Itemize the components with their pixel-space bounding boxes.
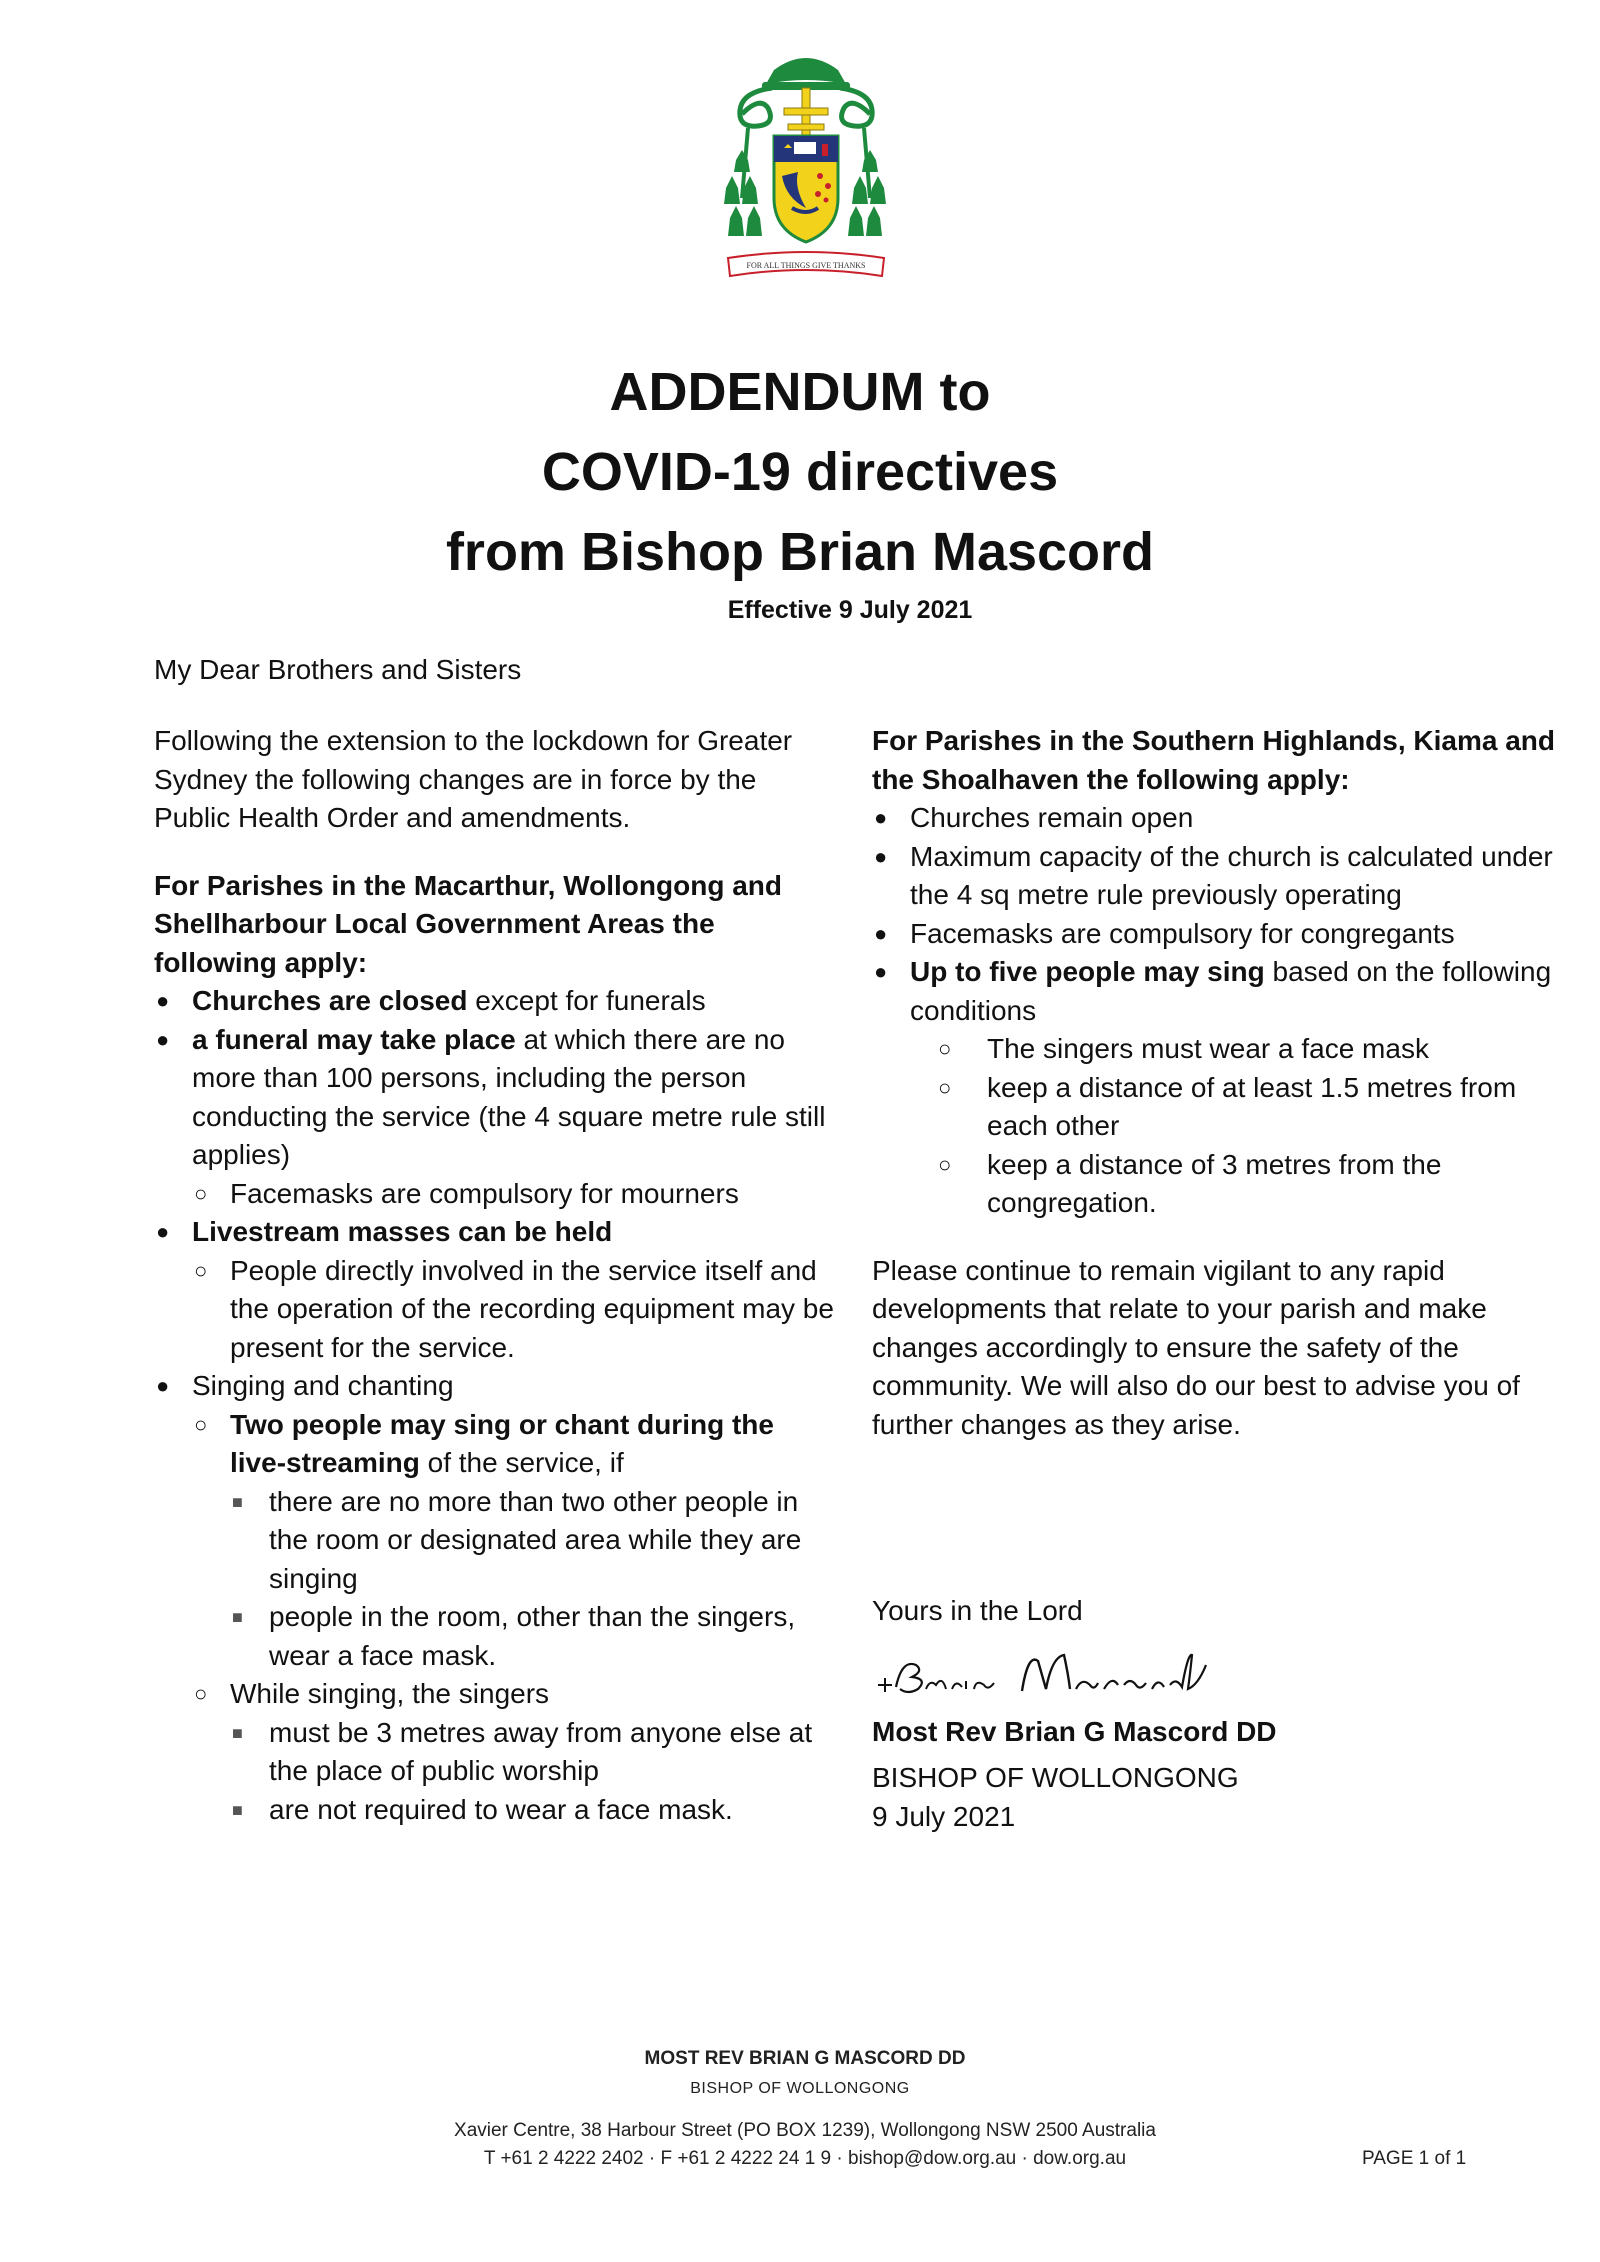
list-item: ● Singing and chanting: [154, 1367, 834, 1406]
hollow-circle-icon: ○: [938, 1036, 952, 1061]
list-item: ○ keep a distance of 3 metres from the congregation.: [872, 1146, 1572, 1223]
right-column: [872, 722, 1572, 1444]
list-item: ■ people in the room, other than the singers, wear a face mask.: [154, 1598, 834, 1675]
greeting: My Dear Brothers and Sisters: [154, 654, 522, 685]
list-item: ■ are not required to wear a face mask.: [154, 1791, 834, 1830]
right-section-heading: For Parishes in the Southern Highlands, Kiama and the Shoalhaven the following apply:: [872, 725, 1556, 795]
left-section-heading: For Parishes in the Macarthur, Wollongong and Shellharbour Local Government Areas the following apply:: [154, 869, 782, 978]
list-item: ○ The singers must wear a face mask: [872, 1030, 1572, 1069]
hollow-circle-icon: ○: [938, 1151, 952, 1177]
footer: [0, 2048, 1600, 2170]
title-line-1: ADDENDUM to: [609, 362, 991, 422]
signatory-name: Most Rev Brian G Mascord DD: [872, 1715, 1277, 1747]
title-line-2: COVID-19 directives: [541, 442, 1059, 502]
hollow-circle-icon: ○: [194, 1257, 208, 1283]
crest-motto: FOR ALL THINGS GIVE THANKS: [746, 261, 866, 270]
document-title: [0, 352, 1600, 592]
bullet-icon: ●: [156, 1373, 170, 1398]
signatory-role: BISHOP OF WOLLONGONG: [872, 1762, 1239, 1793]
list-item: ● Up to five people may sing based on the following conditions: [872, 953, 1572, 1030]
sign-off: [872, 1592, 1277, 1836]
footer-role: BISHOP OF WOLLONGONG: [690, 2080, 910, 2097]
list-item: ● Maximum capacity of the church is calculated under the 4 sq metre rule previously operating: [872, 838, 1572, 915]
bullet-icon: ●: [874, 959, 888, 984]
signoff-date: 9 July 2021: [872, 1800, 1016, 1832]
list-item: ○ Two people may sing or chant during the live-streaming of the service, if: [154, 1406, 834, 1483]
list-item: ● Livestream masses can be held: [154, 1213, 834, 1252]
footer-address: Xavier Centre, 38 Harbour Street (PO BOX 1239), Wollongong NSW 2500 Australia: [454, 2120, 1156, 2141]
bullet-icon: ●: [874, 920, 888, 946]
square-bullet-icon: ■: [232, 1799, 243, 1820]
bullet-icon: ●: [874, 843, 888, 869]
list-item: ● a funeral may take place at which there are no more than 100 persons, including the person conducting the service (the 4 square metre rule still applies): [154, 1021, 834, 1175]
list-item: ● Churches remain open: [872, 799, 1572, 838]
bullet-icon: ●: [156, 1219, 170, 1244]
square-bullet-icon: ■: [232, 1607, 243, 1627]
list-item: ■ must be 3 metres away from anyone else at the place of public worship: [154, 1714, 834, 1791]
effective-date: Effective 9 July 2021: [727, 596, 973, 624]
list-item: ○ People directly involved in the service itself and the operation of the recording equipment may be present for the service.: [154, 1252, 834, 1368]
footer-name: MOST REV BRIAN G MASCORD DD: [644, 2048, 966, 2069]
closing-paragraph: Please continue to remain vigilant to any rapid developments that relate to your parish and make changes accordingly to ensure the safety of the community. We will also do our best to advise you of further changes as they arise.: [872, 1254, 1520, 1440]
handwritten-signature: [872, 1645, 1252, 1707]
page-number: PAGE 1 of 1: [1362, 2148, 1467, 2169]
coat-of-arms: [722, 48, 890, 288]
list-item: ■ there are no more than two other people in the room or designated area while they are singing: [154, 1483, 834, 1599]
hollow-circle-icon: ○: [194, 1681, 208, 1706]
square-bullet-icon: ■: [232, 1491, 243, 1512]
footer-contact: T +61 2 4222 2402 · F +61 2 4222 24 1 9 · bishop@dow.org.au · dow.org.au: [483, 2148, 1127, 2169]
hollow-circle-icon: ○: [194, 1411, 208, 1437]
hollow-circle-icon: ○: [194, 1180, 208, 1206]
bullet-icon: ●: [156, 1026, 170, 1052]
coat-of-arms-graphic: [722, 48, 890, 288]
bullet-icon: ●: [156, 988, 170, 1013]
bullet-icon: ●: [874, 805, 888, 830]
intro-paragraph: Following the extension to the lockdown for Greater Sydney the following changes are in force by the Public Health Order and amendments.: [154, 725, 793, 833]
right-directive-list: [872, 799, 1572, 1223]
square-bullet-icon: ■: [232, 1722, 243, 1743]
list-item: ○ While singing, the singers: [154, 1675, 834, 1714]
hollow-circle-icon: ○: [938, 1074, 952, 1100]
left-column: [154, 722, 834, 1829]
title-line-3: from Bishop Brian Mascord: [445, 522, 1155, 582]
list-item: ○ Facemasks are compulsory for mourners: [154, 1175, 834, 1214]
list-item: ○ keep a distance of at least 1.5 metres from each other: [872, 1069, 1572, 1146]
valediction: Yours in the Lord: [872, 1595, 1083, 1626]
left-directive-list: [154, 982, 834, 1829]
list-item: ● Facemasks are compulsory for congregants: [872, 915, 1572, 954]
list-item: ● Churches are closed except for funerals: [154, 982, 834, 1021]
